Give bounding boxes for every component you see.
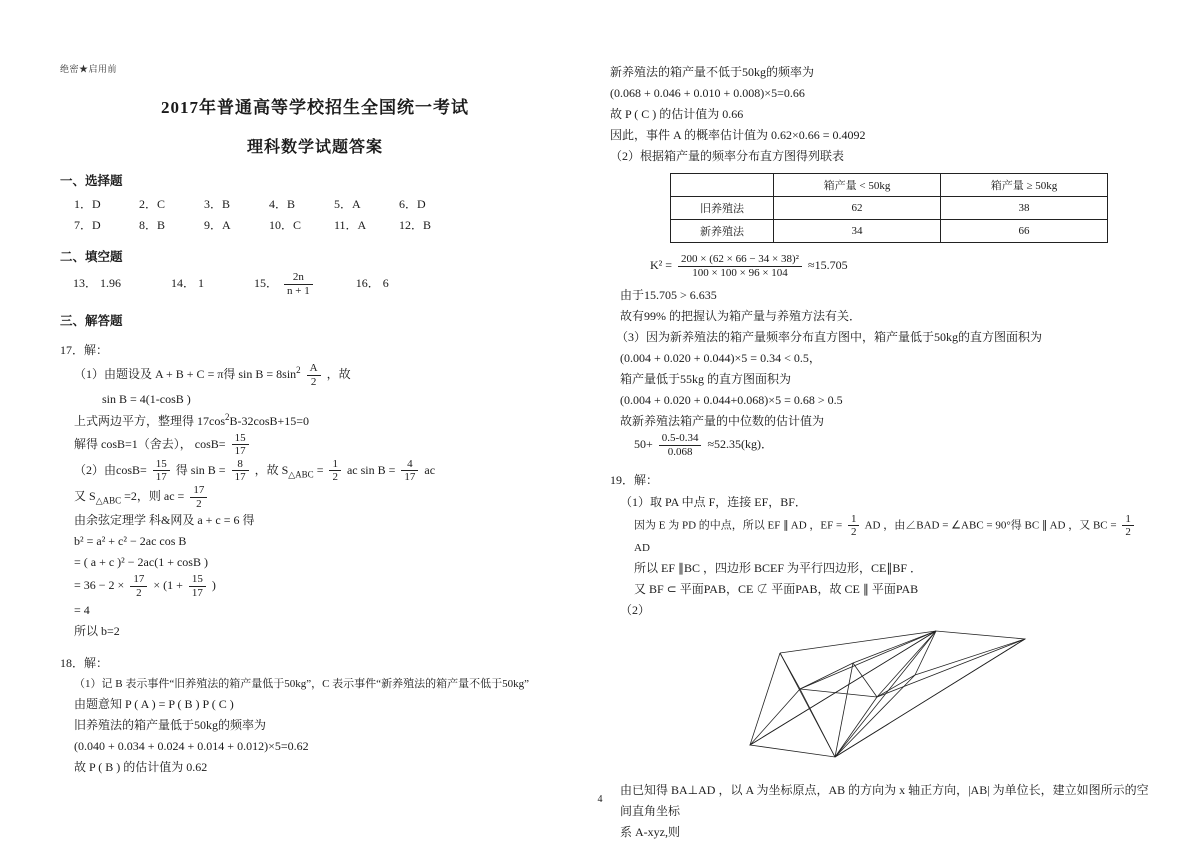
- choice-answer: 6．D: [399, 197, 426, 211]
- q17-exponent: 2: [296, 365, 301, 376]
- q17-fraction: [232, 458, 249, 484]
- q17-text: ac sin B =: [346, 462, 396, 477]
- fill-answer-value: 1: [198, 275, 205, 290]
- question-18-body: [74, 675, 570, 778]
- fraction-denominator: n + 1: [287, 284, 310, 297]
- page-number: 4: [597, 794, 603, 805]
- question-18-continued: [610, 62, 1150, 167]
- fill-answer-no: 14．: [171, 275, 196, 290]
- q18e-line: 由于15.705 > 6.635: [620, 288, 717, 303]
- q17-text: × (1 +: [153, 578, 183, 593]
- fill-answer-fraction: [284, 271, 313, 297]
- fraction-numerator: 2n: [284, 271, 313, 285]
- q18-line: 故 P ( B ) 的估计值为 0.62: [74, 759, 208, 774]
- question-19-coords: [620, 780, 1150, 843]
- fraction-numerator: 17: [190, 484, 207, 498]
- q17-text: （1）由题设及: [74, 367, 153, 382]
- choice-answer-row: [74, 195, 570, 212]
- q17-text: ，故: [326, 367, 351, 382]
- q17-line: 由余弦定理学 科&网及 a + c = 6 得: [74, 513, 255, 528]
- q17-fraction: [189, 573, 206, 599]
- choice-answer: 10．C: [269, 218, 302, 232]
- table-row: [671, 197, 1108, 220]
- table-header-cell: 箱产量 ≥ 50kg: [941, 174, 1108, 197]
- fraction-denominator: 0.068: [667, 445, 693, 458]
- fraction-numerator: 4: [401, 458, 418, 472]
- fill-answer-value: 1.96: [100, 275, 122, 290]
- q17-fraction: [401, 458, 418, 484]
- q17-fraction: [153, 458, 170, 484]
- q18e-line: 故有99% 的把握认为箱产量与养殖方法有关．: [620, 309, 861, 324]
- q19-line: （2）: [620, 603, 651, 618]
- q17-text: （2）由cosB=: [74, 462, 147, 477]
- choice-answer: 4．B: [269, 197, 296, 211]
- k-squared-formula: [650, 253, 1150, 279]
- fraction-denominator: 100 × 100 × 96 × 104: [692, 266, 788, 279]
- q19-text: AD: [634, 541, 650, 554]
- q18c-line: 新养殖法的箱产量不低于50kg的频率为: [610, 65, 815, 79]
- q17-line: [74, 458, 570, 484]
- fraction-denominator: 2: [332, 471, 338, 484]
- q17-line: = ( a + c )² − 2ac(1 + cosB ): [74, 555, 208, 570]
- q17-text: B-32cosB+15=0: [229, 413, 310, 428]
- fraction-numerator: 0.5-0.34: [659, 432, 702, 446]
- fraction-numerator: 200 × (62 × 66 − 34 × 38)²: [678, 253, 802, 267]
- q19-text: AD ，由∠BAD = ∠ABC = 90°得 BC ∥ AD ，又 BC =: [864, 519, 1117, 532]
- question-19-heading: 19．解：: [610, 472, 659, 487]
- q19-fraction: [1122, 513, 1134, 539]
- page-subtitle: 理科数学试题答案: [246, 139, 383, 156]
- q18e-line: (0.004 + 0.020 + 0.044)×5 = 0.34 < 0.5，: [620, 351, 821, 366]
- section-heading-solution: 三、解答题: [60, 314, 123, 329]
- q18-line: 旧养殖法的箱产量低于50kg的频率为: [74, 717, 267, 732]
- fraction-numerator: 1: [1122, 513, 1134, 527]
- fill-answer-no: 15．: [254, 275, 279, 290]
- section-heading-fill: 二、填空题: [60, 250, 123, 264]
- q18e-line: (0.004 + 0.020 + 0.044+0.068)×5 = 0.68 > 0.5: [620, 393, 843, 408]
- table-header-cell: [671, 174, 774, 197]
- choice-answer-row: [74, 216, 570, 233]
- choice-answer: 5．A: [334, 197, 361, 211]
- fill-answer-value: 6: [382, 275, 389, 290]
- q17-subscript: △ABC: [95, 495, 122, 506]
- fraction-numerator: 15: [153, 458, 170, 472]
- fill-answer-no: 16．: [355, 275, 380, 290]
- q17-text: 解得 cosB=1（舍去），: [74, 436, 192, 451]
- fraction-numerator: 17: [130, 573, 147, 587]
- formula-fraction: [678, 253, 802, 279]
- fill-answer-no: 13．: [73, 275, 98, 290]
- q19-line: 由已知得 BA⊥AD ，以 A 为坐标原点，AB 的方向为 x 轴正方向，|AB| 为单位长，建立如图所示的空间直角坐标: [620, 783, 1149, 819]
- q17-text: = 36 − 2 ×: [74, 578, 125, 593]
- q17-line: [74, 573, 570, 599]
- q19-fraction: [848, 513, 860, 539]
- choice-answer: 11．A: [334, 218, 367, 232]
- median-text: ≈52.35(kg)．: [707, 437, 774, 452]
- fraction-denominator: 2: [1125, 526, 1131, 539]
- table-header-cell: 箱产量 < 50kg: [774, 174, 941, 197]
- table-cell: 34: [774, 220, 941, 243]
- q18c-line: (0.068 + 0.046 + 0.010 + 0.008)×5=0.66: [610, 86, 805, 100]
- formula-tail: ≈15.705: [807, 257, 848, 272]
- q17-line: [74, 432, 570, 458]
- q17-line: [74, 484, 570, 510]
- fraction-denominator: 2: [310, 375, 317, 388]
- q17-fraction: [232, 432, 249, 458]
- q18-line: 由题意知 P ( A ) = P ( B ) P ( C ): [74, 696, 234, 711]
- question-18-conclusion: [616, 285, 1150, 458]
- table-cell: 新养殖法: [671, 220, 774, 243]
- q17-fraction: [130, 573, 147, 599]
- choice-answer: 3．B: [204, 197, 231, 211]
- q17-line: sin B = 4(1-cosB ): [102, 391, 191, 406]
- fraction-denominator: 17: [404, 471, 416, 484]
- q18-line: （1）记 B 表示事件“旧养殖法的箱产量低于50kg”，C 表示事件“新养殖法的箱产量不低于50kg”: [74, 677, 529, 690]
- right-column: [610, 0, 1150, 847]
- solid-geometry-diagram: [740, 627, 1030, 767]
- q17-fraction: [329, 458, 341, 484]
- question-17-body: [74, 362, 570, 641]
- median-fraction: [659, 432, 702, 458]
- q18e-line: （3）因为新养殖法的箱产量频率分布直方图中，箱产量低于50kg的直方图面积为: [616, 330, 1043, 345]
- q17-exponent: 2: [225, 411, 230, 422]
- fraction-denominator: 2: [196, 497, 202, 510]
- q17-line: = 4: [74, 602, 90, 617]
- fraction-numerator: 8: [232, 458, 249, 472]
- q18-line: (0.040 + 0.034 + 0.024 + 0.014 + 0.012)×5=0.62: [74, 738, 309, 753]
- contingency-table: [670, 173, 1108, 243]
- question-18-heading: 18．解：: [60, 655, 109, 670]
- q17-text: 得 sin B =: [175, 462, 226, 477]
- q18c-line: 故 P ( C ) 的估计值为 0.66: [610, 107, 744, 121]
- table-row: [671, 220, 1108, 243]
- q19-text: 因为 E 为 PD 的中点，所以 EF ∥ AD ，EF =: [634, 519, 843, 532]
- choice-answer: 8．B: [139, 218, 166, 232]
- q18e-line: [634, 432, 1150, 458]
- q19-line: 又 BF ⊂ 平面PAB，CE ⊄ 平面PAB，故 CE ∥ 平面PAB: [634, 582, 919, 597]
- q18c-line: 因此，事件 A 的概率估计值为 0.62×0.66 = 0.4092: [610, 128, 866, 142]
- fraction-denominator: 2: [136, 587, 142, 600]
- fill-answer-row: [60, 271, 570, 297]
- q17-line: [74, 410, 570, 432]
- q18c-line: （2）根据箱产量的频率分布直方图得列联表: [610, 149, 845, 163]
- q18e-line: 箱产量低于55kg 的直方图面积为: [620, 372, 792, 387]
- q17-fraction: [190, 484, 207, 510]
- q17-text: ): [211, 578, 216, 593]
- q17-line: 所以 b=2: [74, 623, 120, 638]
- fraction-denominator: 17: [234, 445, 246, 458]
- choice-answer: 9．A: [204, 218, 231, 232]
- table-header-row: [671, 174, 1108, 197]
- question-17-heading: 17．解：: [60, 343, 109, 358]
- section-heading-choice: 一、选择题: [60, 174, 123, 188]
- fraction-denominator: 17: [155, 471, 167, 484]
- table-cell: 62: [774, 197, 941, 220]
- fraction-numerator: 15: [189, 573, 206, 587]
- q17-text: cosB=: [194, 436, 226, 451]
- q19-line: （1）取 PA 中点 F，连接 EF，BF．: [620, 494, 807, 509]
- q17-fraction: [307, 362, 321, 388]
- question-19-body: [620, 492, 1150, 622]
- fraction-denominator: 17: [191, 587, 203, 600]
- fraction-numerator: 1: [848, 513, 860, 527]
- q19-line: [634, 513, 1150, 559]
- table-cell: 66: [941, 220, 1108, 243]
- table-cell: 旧养殖法: [671, 197, 774, 220]
- page-title: 2017年普通高等学校招生全国统一考试: [161, 98, 469, 117]
- fraction-numerator: 1: [329, 458, 341, 472]
- table-cell: 38: [941, 197, 1108, 220]
- q19-line: 所以 EF ∥BC ，四边形 BCEF 为平行四边形，CE∥BF ．: [634, 561, 923, 576]
- choice-answer: 2．C: [139, 197, 166, 211]
- fraction-numerator: A: [307, 362, 321, 376]
- q17-text: A + B + C = π得 sin B = 8sin: [155, 367, 297, 382]
- q17-text: 上式两边平方，整理得 17cos: [74, 413, 225, 428]
- choice-answer: 7．D: [74, 218, 101, 232]
- formula-lhs: K² =: [650, 257, 673, 272]
- fraction-denominator: 2: [850, 526, 857, 539]
- q17-text: =: [316, 462, 324, 477]
- choice-answer: 12．B: [399, 218, 432, 232]
- fraction-denominator: 17: [234, 471, 246, 484]
- q18e-line: 故新养殖法箱产量的中位数的估计值为: [620, 414, 825, 429]
- left-column: [60, 0, 570, 782]
- median-text: 50+: [634, 437, 653, 452]
- fraction-numerator: 15: [232, 432, 249, 446]
- q17-subscript: △ABC: [288, 469, 314, 480]
- q17-text: ac: [424, 462, 436, 477]
- q17-text: ，故 S: [254, 462, 289, 477]
- q17-line: b² = a² + c² − 2ac cos B: [74, 534, 187, 549]
- geometry-figure: [740, 627, 1150, 772]
- q19-line: 系 A-xyz,则: [620, 825, 680, 840]
- q17-line: [74, 362, 570, 388]
- secret-mark: 绝密★启用前: [60, 64, 118, 74]
- choice-answer: 1．D: [74, 197, 101, 211]
- q17-text: =2，则 ac =: [124, 489, 185, 504]
- q17-text: 又 S: [74, 489, 96, 504]
